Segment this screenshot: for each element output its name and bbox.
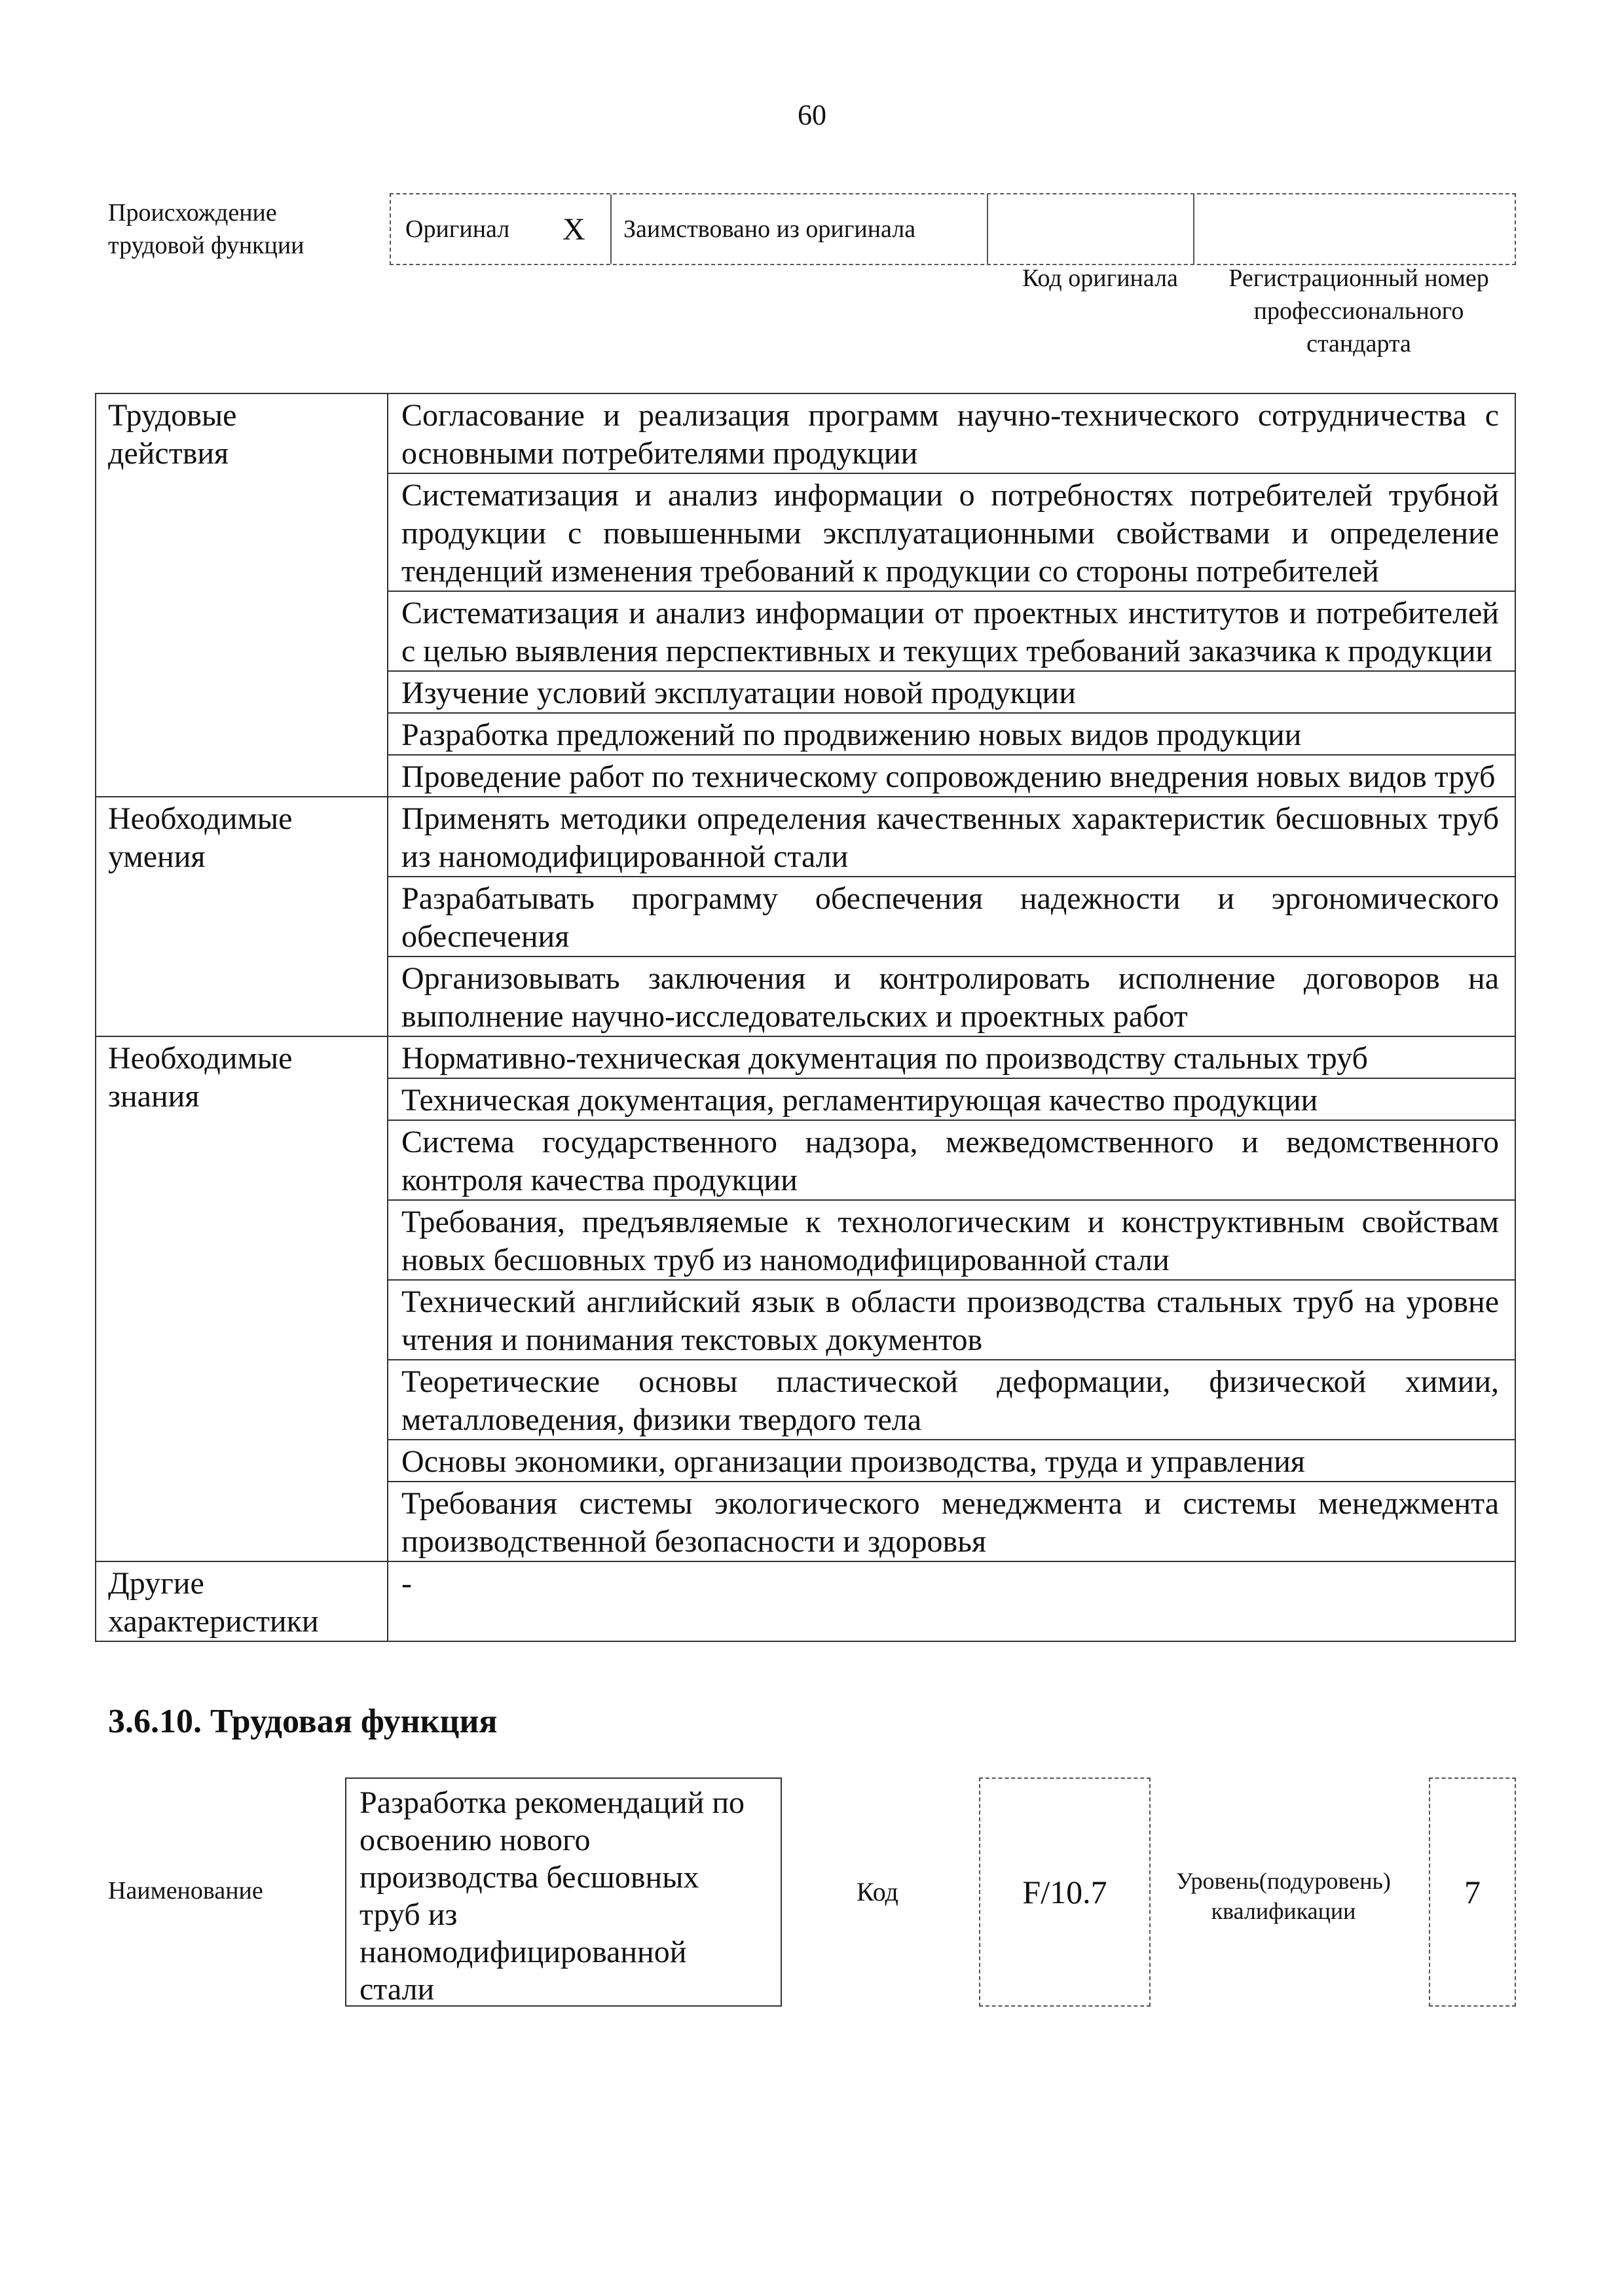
original-mark: X [563,211,585,247]
category-label: Другие [108,1566,204,1601]
function-code-box [979,1777,1151,2007]
section-title: 3.6.10. Трудовая функция [108,1703,498,1740]
table-cell: Организовывать заключения и контролировать исполнение договоров на выполнение научно-исследовательских и проектных работ [388,957,1515,1036]
origin-divider [610,194,612,264]
table-row [96,393,1515,473]
table-cell: Теоретические основы пластической деформации, физической химии, металловедения, физики твердого тела [388,1360,1515,1440]
origin-label-line: Происхождение [108,199,277,227]
category-label: знания [108,1079,200,1114]
category-label: умения [108,839,206,874]
table-cell: Проведение работ по техническому сопровождению внедрения новых видов труб [388,755,1515,797]
table-cell: Систематизация и анализ информации от проектных институтов и потребителей с целью выявления перспективных и текущих требований заказчика к продукции [388,591,1515,671]
table-cell: Разработка предложений по продвижению новых видов продукции [388,713,1515,755]
table-cell: Применять методики определения качественных характеристик бесшовных труб из наномодифицированной стали [388,797,1515,877]
table-cell: Техническая документация, регламентирующая качество продукции [388,1078,1515,1120]
table-row [96,1036,1515,1078]
function-name-line: стали [360,1972,435,2007]
category-label: Необходимые [108,1041,293,1076]
table-cell: Нормативно-техническая документация по производству стальных труб [388,1036,1515,1078]
qualification-level-label [1153,1866,1414,1926]
page-number: 60 [798,99,826,131]
category-cell [96,797,388,1036]
original-label: Оригинал [405,215,510,243]
function-code-label: Код [857,1877,898,1906]
qualification-level-box [1429,1777,1516,2007]
function-name-line: труб из [360,1897,458,1932]
table-cell: Согласование и реализация программ научно-технического сотрудничества с основными потребителями продукции [388,393,1515,473]
origin-divider [987,194,988,264]
category-label: Трудовые [108,398,237,433]
table-cell: Систематизация и анализ информации о потребностях потребителей трубной продукции с повышенными эксплуатационными свойствами и определение тенденций изменения требований к продукции со стороны потребителей [388,473,1515,591]
table-cell: Требования, предъявляемые к технологическим и конструктивным свойствам новых бесшовных труб из наномодифицированной стали [388,1200,1515,1280]
origin-reg-caption [1202,262,1516,360]
function-name-line: освоению нового [360,1823,591,1857]
table-cell: Требования системы экологического менеджмента и системы менеджмента производственной безопасности и здоровья [388,1482,1515,1561]
table-cell: Изучение условий эксплуатации новой продукции [388,671,1515,713]
table-cell: Система государственного надзора, межведомственного и ведомственного контроля качества продукции [388,1120,1515,1200]
origin-code-caption: Код оригинала [1022,264,1178,292]
qualification-level-value: 7 [1464,1874,1481,1910]
reg-caption-line: профессионального [1253,297,1464,325]
function-code-value: F/10.7 [1022,1874,1107,1910]
reg-caption-line: Регистрационный номер [1228,264,1489,292]
function-name-box [345,1777,782,2007]
category-label: характеристики [108,1604,319,1639]
category-cell [96,1561,388,1641]
table-row [96,1561,1515,1641]
table-cell: Разрабатывать программу обеспечения надежности и эргономического обеспечения [388,877,1515,957]
level-label-line: квалификации [1211,1898,1356,1924]
function-name-line: производства бесшовных [360,1860,699,1895]
origin-label-line: трудовой функции [108,232,304,259]
origin-box [390,193,1516,265]
table-cell: Основы экономики, организации производства, труда и управления [388,1440,1515,1482]
origin-divider [1193,194,1194,264]
function-details-table [95,393,1516,1642]
borrowed-label: Заимствовано из оригинала [623,215,916,243]
category-cell [96,1036,388,1561]
reg-caption-line: стандарта [1306,330,1411,357]
category-label: Необходимые [108,801,293,836]
table-row [96,797,1515,877]
origin-label [108,196,304,262]
category-cell [96,393,388,797]
function-name-label: Наименование [108,1877,263,1904]
function-name-line: наномодифицированной [360,1935,687,1969]
table-cell: - [388,1561,1515,1641]
function-name-line: Разработка рекомендаций по [360,1785,745,1820]
category-label: действия [108,436,229,471]
level-label-line: Уровень(подуровень) [1176,1868,1391,1894]
table-cell: Технический английский язык в области производства стальных труб на уровне чтения и понимания текстовых документов [388,1280,1515,1360]
